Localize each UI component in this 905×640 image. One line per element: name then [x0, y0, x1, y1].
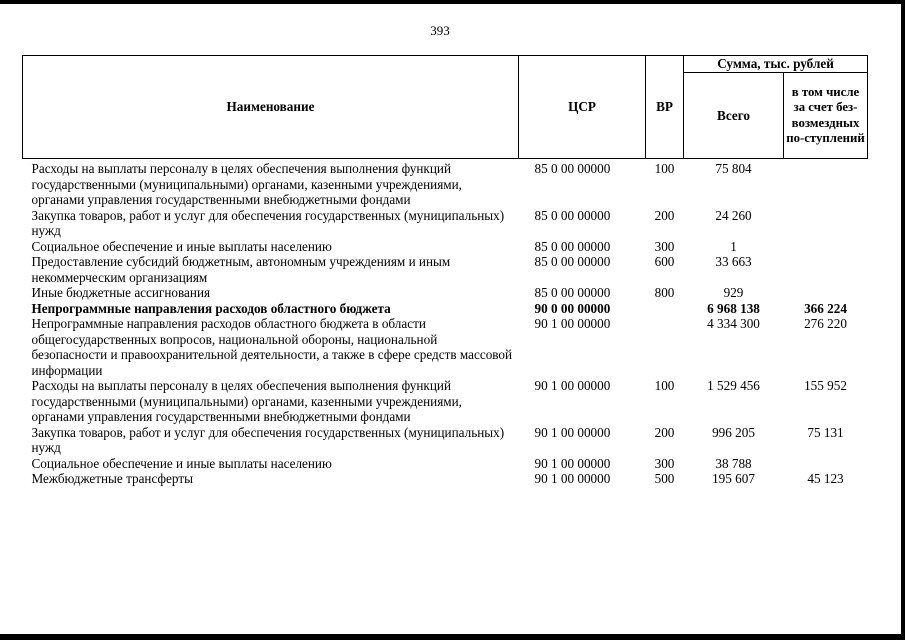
row-grant: 75 131	[807, 424, 844, 440]
row-name: Закупка товаров, работ и услуг для обеспечения государственных (муниципальных) нужд	[31, 424, 505, 455]
row-total: 75 804	[715, 161, 752, 176]
table-row	[23, 378, 868, 425]
row-vr	[646, 316, 684, 378]
row-name: Межбюджетные трансферты	[31, 471, 193, 486]
row-vr: 600	[654, 254, 675, 269]
header-code: ЦСР	[519, 56, 646, 159]
row-vr: 500	[654, 471, 675, 486]
table-row	[23, 471, 868, 487]
row-vr	[646, 301, 684, 317]
budget-table-container	[22, 55, 868, 487]
row-grant: 276 220	[804, 316, 847, 331]
row-code: 85 0 00 00000	[534, 207, 611, 223]
row-vr: 300	[654, 455, 675, 471]
row-vr: 200	[654, 424, 675, 440]
row-grant	[784, 208, 868, 239]
row-name: Расходы на выплаты персоналу в целях обеспечения выполнения функций государственными (муниципальными) органами, казенными учреждениями, органами управления государственными внебюджетными фондами	[31, 161, 462, 207]
row-code: 90 1 00 00000	[534, 378, 611, 393]
row-code: 90 1 00 00000	[534, 455, 611, 471]
table-row	[23, 316, 868, 378]
scan-edge-bottom	[0, 634, 905, 640]
row-total: 4 334 300	[707, 316, 760, 331]
row-code: 85 0 00 00000	[534, 161, 611, 176]
row-total: 1	[730, 238, 737, 254]
row-total: 38 788	[715, 455, 752, 471]
row-name: Расходы на выплаты персоналу в целях обеспечения выполнения функций государственными (муниципальными) органами, казенными учреждениями, органами управления государственными внебюджетными фондами	[31, 378, 462, 424]
table-row	[23, 425, 868, 456]
row-vr: 200	[654, 207, 675, 223]
scan-edge-top	[0, 0, 905, 4]
row-total: 195 607	[712, 471, 755, 486]
row-code: 90 0 00 00000	[534, 300, 611, 316]
table-row	[23, 239, 868, 255]
row-total: 1 529 456	[707, 378, 760, 393]
row-grant	[784, 285, 868, 301]
row-vr: 100	[654, 378, 675, 393]
row-grant	[784, 159, 868, 208]
table-row-subtotal	[23, 301, 868, 317]
row-grant: 45 123	[807, 471, 844, 486]
table-row	[23, 285, 868, 301]
row-vr: 300	[654, 238, 675, 254]
table-row	[23, 254, 868, 285]
row-name: Непрограммные направления расходов областного бюджета в области общегосударственных вопросов, национальной обороны, национальной безопасности и правоохранительной деятельности, а также в сфере средств массовой информации	[31, 316, 513, 378]
header-total: Всего	[684, 73, 784, 159]
row-total: 6 968 138	[707, 300, 760, 316]
row-total: 929	[723, 285, 744, 300]
row-grant: 366 224	[804, 300, 847, 316]
row-grant	[784, 254, 868, 285]
row-name: Непрограммные направления расходов областного бюджета	[31, 300, 391, 316]
row-vr: 800	[654, 285, 675, 300]
row-name: Предоставление субсидий бюджетным, автономным учреждениям и иным некоммерческим организациям	[31, 254, 451, 285]
header-sum: Сумма, тыс. рублей	[684, 56, 868, 73]
row-name: Социальное обеспечение и иные выплаты населению	[31, 455, 332, 471]
row-code: 90 1 00 00000	[534, 471, 611, 486]
table-row	[23, 159, 868, 208]
header-grant: в том числе за счет без-возмездных по-ступлений	[784, 73, 868, 159]
row-grant	[784, 456, 868, 472]
row-total: 24 260	[715, 207, 752, 223]
budget-table	[22, 55, 868, 487]
page-number: 393	[430, 23, 450, 38]
row-name: Социальное обеспечение и иные выплаты населению	[31, 238, 332, 254]
scan-edge-right	[901, 0, 905, 640]
header-name: Наименование	[23, 56, 519, 159]
row-total: 996 205	[712, 424, 755, 440]
header-vr: ВР	[646, 56, 684, 159]
row-grant	[784, 239, 868, 255]
row-total: 33 663	[715, 254, 752, 269]
row-code: 85 0 00 00000	[534, 285, 611, 300]
row-name: Закупка товаров, работ и услуг для обеспечения государственных (муниципальных) нужд	[31, 207, 505, 238]
row-vr: 100	[654, 161, 675, 176]
row-code: 85 0 00 00000	[534, 238, 611, 254]
row-code: 85 0 00 00000	[534, 254, 611, 269]
row-code: 90 1 00 00000	[534, 424, 611, 440]
row-name: Иные бюджетные ассигнования	[31, 285, 211, 300]
table-row	[23, 456, 868, 472]
row-grant: 155 952	[804, 378, 847, 393]
row-code: 90 1 00 00000	[534, 316, 611, 331]
table-row	[23, 208, 868, 239]
